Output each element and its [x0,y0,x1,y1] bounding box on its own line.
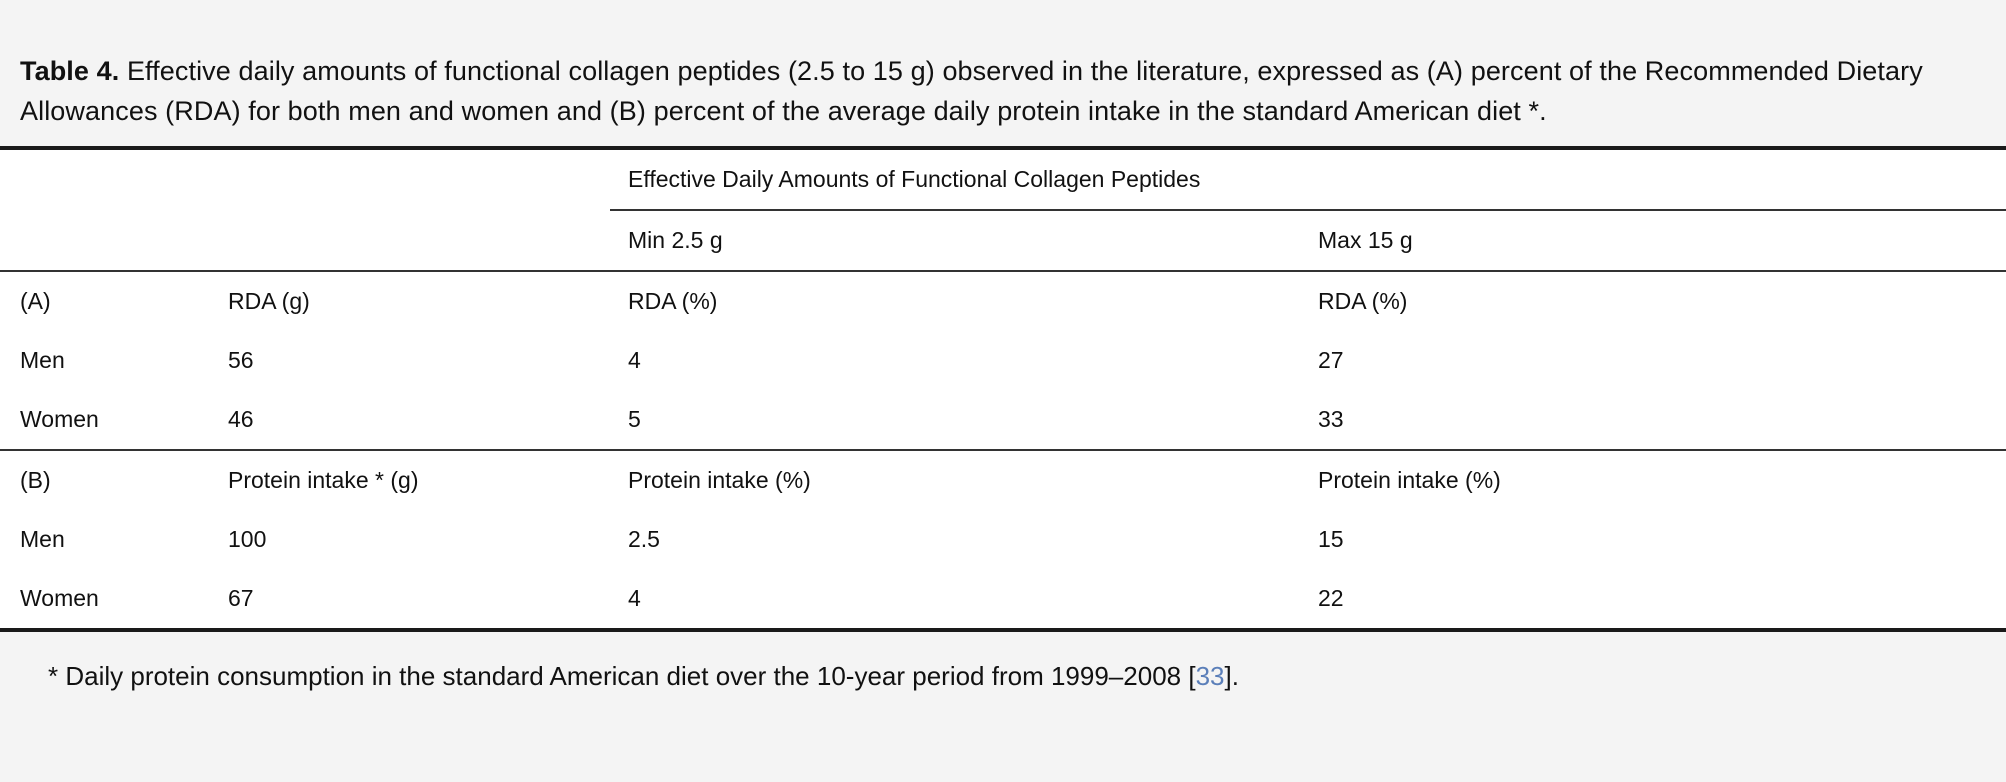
table-row [0,331,2006,390]
cell-a-1-2: 4 [628,346,641,373]
group-header-blank-1 [0,148,210,210]
cell-b-0-2: Protein intake (%) [610,450,1300,510]
table-row [0,569,2006,630]
cell-b-0-1: Protein intake * (g) [210,450,610,510]
cell-b-2-0: Women [0,569,210,630]
group-header-blank-2 [210,148,610,210]
cell-a-1-1: 56 [228,346,254,373]
cell-a-0-3: RDA (%) [1300,271,2006,331]
group-header-label: Effective Daily Amounts of Functional Collagen Peptides [610,148,2006,210]
table-body-section-b [0,450,2006,630]
subheader-max: Max 15 g [1318,226,1413,253]
cell-a-1-3: 27 [1318,346,1344,373]
cell-a-2-2: 5 [628,405,641,432]
table-row [0,510,2006,569]
table-row [0,450,2006,510]
cell-a-2-0: Women [20,405,99,432]
table-caption [0,52,2006,132]
cell-b-1-1: 100 [228,525,267,552]
data-table [0,146,2006,632]
citation-link-33[interactable]: 33 [1195,660,1225,691]
cell-b-1-2: 2.5 [628,525,660,552]
table-row [0,271,2006,331]
cell-b-0-0: (B) [0,450,210,510]
cell-a-0-1: RDA (g) [210,271,610,331]
table-row [0,390,2006,450]
cell-b-0-3: Protein intake (%) [1300,450,2006,510]
cell-a-2-1: 46 [228,405,254,432]
table-caption-label: Table 4. [20,56,120,86]
subheader-blank-1 [0,210,210,271]
cell-a-2-3: 33 [1318,405,1344,432]
cell-a-0-0: (A) [0,271,210,331]
cell-b-2-3: 22 [1300,569,2006,630]
cell-a-0-2: RDA (%) [610,271,1300,331]
subheader-blank-2 [210,210,610,271]
footnote-prefix: * Daily protein consumption in the standard American diet over the 10-year period from 1999–2008 [ [48,660,1196,691]
table-head [0,148,2006,271]
cell-a-1-0: Men [20,346,65,373]
cell-b-2-2: 4 [610,569,1300,630]
table-body-section-a [0,271,2006,450]
table-container [0,146,2006,632]
table-caption-text: Effective daily amounts of functional collagen peptides (2.5 to 15 g) observed in the literature, expressed as (A) percent of the Recommended Dietary Allowances (RDA) for both men and women and (B) percent of the average daily protein intake in the standard American diet *. [20,56,1923,126]
cell-b-1-3: 15 [1318,525,1344,552]
footnote-suffix: ]. [1224,660,1239,691]
cell-b-1-0: Men [20,525,65,552]
cell-b-2-1: 67 [210,569,610,630]
table-subheader-row [0,210,2006,271]
table-footnote [0,632,2006,694]
table-group-header-row [0,148,2006,210]
subheader-min: Min 2.5 g [628,226,723,253]
